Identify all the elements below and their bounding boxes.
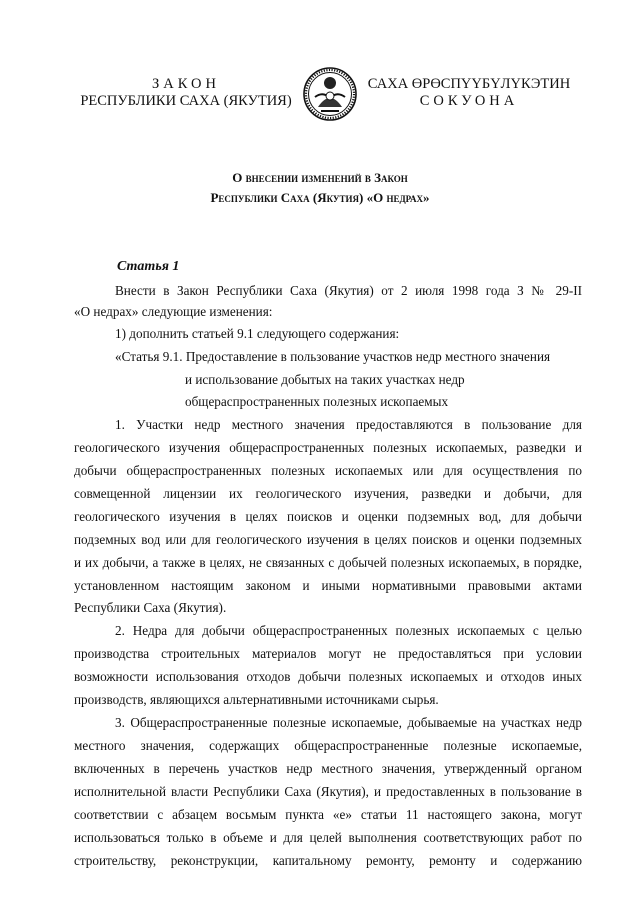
body-line: соответствии с абзацем восьмым пункта «е» статьи 11 настоящего закона, могут [74,807,582,822]
body-line: производств, являющихся альтернативными источниками сырья. [74,692,439,707]
coat-of-arms-emblem-icon [303,67,357,121]
body-line: Внести в Закон Республики Саха (Якутия) от 2 июля 1998 года З № 29-II [115,283,582,298]
document-title-line1: О внесении изменений в Закон [232,170,408,185]
body-line: Республики Саха (Якутия). [74,600,227,615]
body-line: строительству, реконструкции, капитальному ремонту, ремонту и содержанию [74,853,582,868]
body-line: установленном настоящим законом и иными нормативными правовыми актами [74,578,582,593]
body-line: возможности использования отходов добычи полезных ископаемых и отходов иных [74,669,582,684]
republic-name: РЕСПУБЛИКИ САХА (ЯКУТИЯ) [80,93,292,109]
body-line: подземных вод или для геологического изучения в целях поисков и оценки подземных [74,532,582,547]
body-line: включенных в перечень участков недр местного значения, утвержденный органом [74,761,582,776]
body-line: «Статья 9.1. Предоставление в пользование участков недр местного значения [115,349,551,364]
body-line: совмещенной лицензии их геологического изучения, разведки и добычи, для [74,486,582,501]
body-line: «О недрах» следующие изменения: [74,304,273,319]
article-heading: Статья 1 [117,259,180,274]
body-line: 2. Недра для добычи общераспространенных полезных ископаемых с целью [115,623,582,638]
body-line: производства строительных материалов могут не предоставляться при условии [74,646,582,661]
body-line: геологического изучения общераспространенных полезных ископаемых, разведки и [74,440,582,455]
body-line: местного значения, содержащих общераспространенные полезные ископаемые, [74,738,582,753]
body-line: добычи общераспространенных полезных ископаемых или для осуществления по [74,463,582,478]
law-header-russian [70,76,302,110]
body-line: и использование добытых на таких участках недр [185,372,465,387]
body-line: 3. Общераспространенные полезные ископаемые, добываемые на участках недр [115,715,582,730]
law-header-yakut [362,76,576,110]
body-line: геологического изучения в целях поисков и оценки подземных вод, для добычи [74,509,582,524]
body-line: общераспространенных полезных ископаемых [185,394,449,409]
body-line: 1) дополнить статьей 9.1 следующего содержания: [115,326,400,341]
body-line: 1. Участки недр местного значения предоставляются в пользование для [115,417,582,432]
law-label: ЗАКОН [152,76,220,92]
body-line: исполнительной власти Республики Саха (Якутия), и предоставленных в пользование в [74,784,582,799]
law-label-yakut: СОКУОНА [419,93,519,109]
body-line: и их добычи, а также в целях, не связанных с добычей полезных ископаемых, в порядке, [74,555,582,570]
republic-name-yakut: САХА ӨРӨСПҮҮБҮЛҮКЭТИН [367,76,571,92]
body-line: использоваться только в объеме и для целей выполнения соответствующих работ по [74,830,582,845]
document-title-line2: Республики Саха (Якутия) «О недрах» [210,190,430,205]
